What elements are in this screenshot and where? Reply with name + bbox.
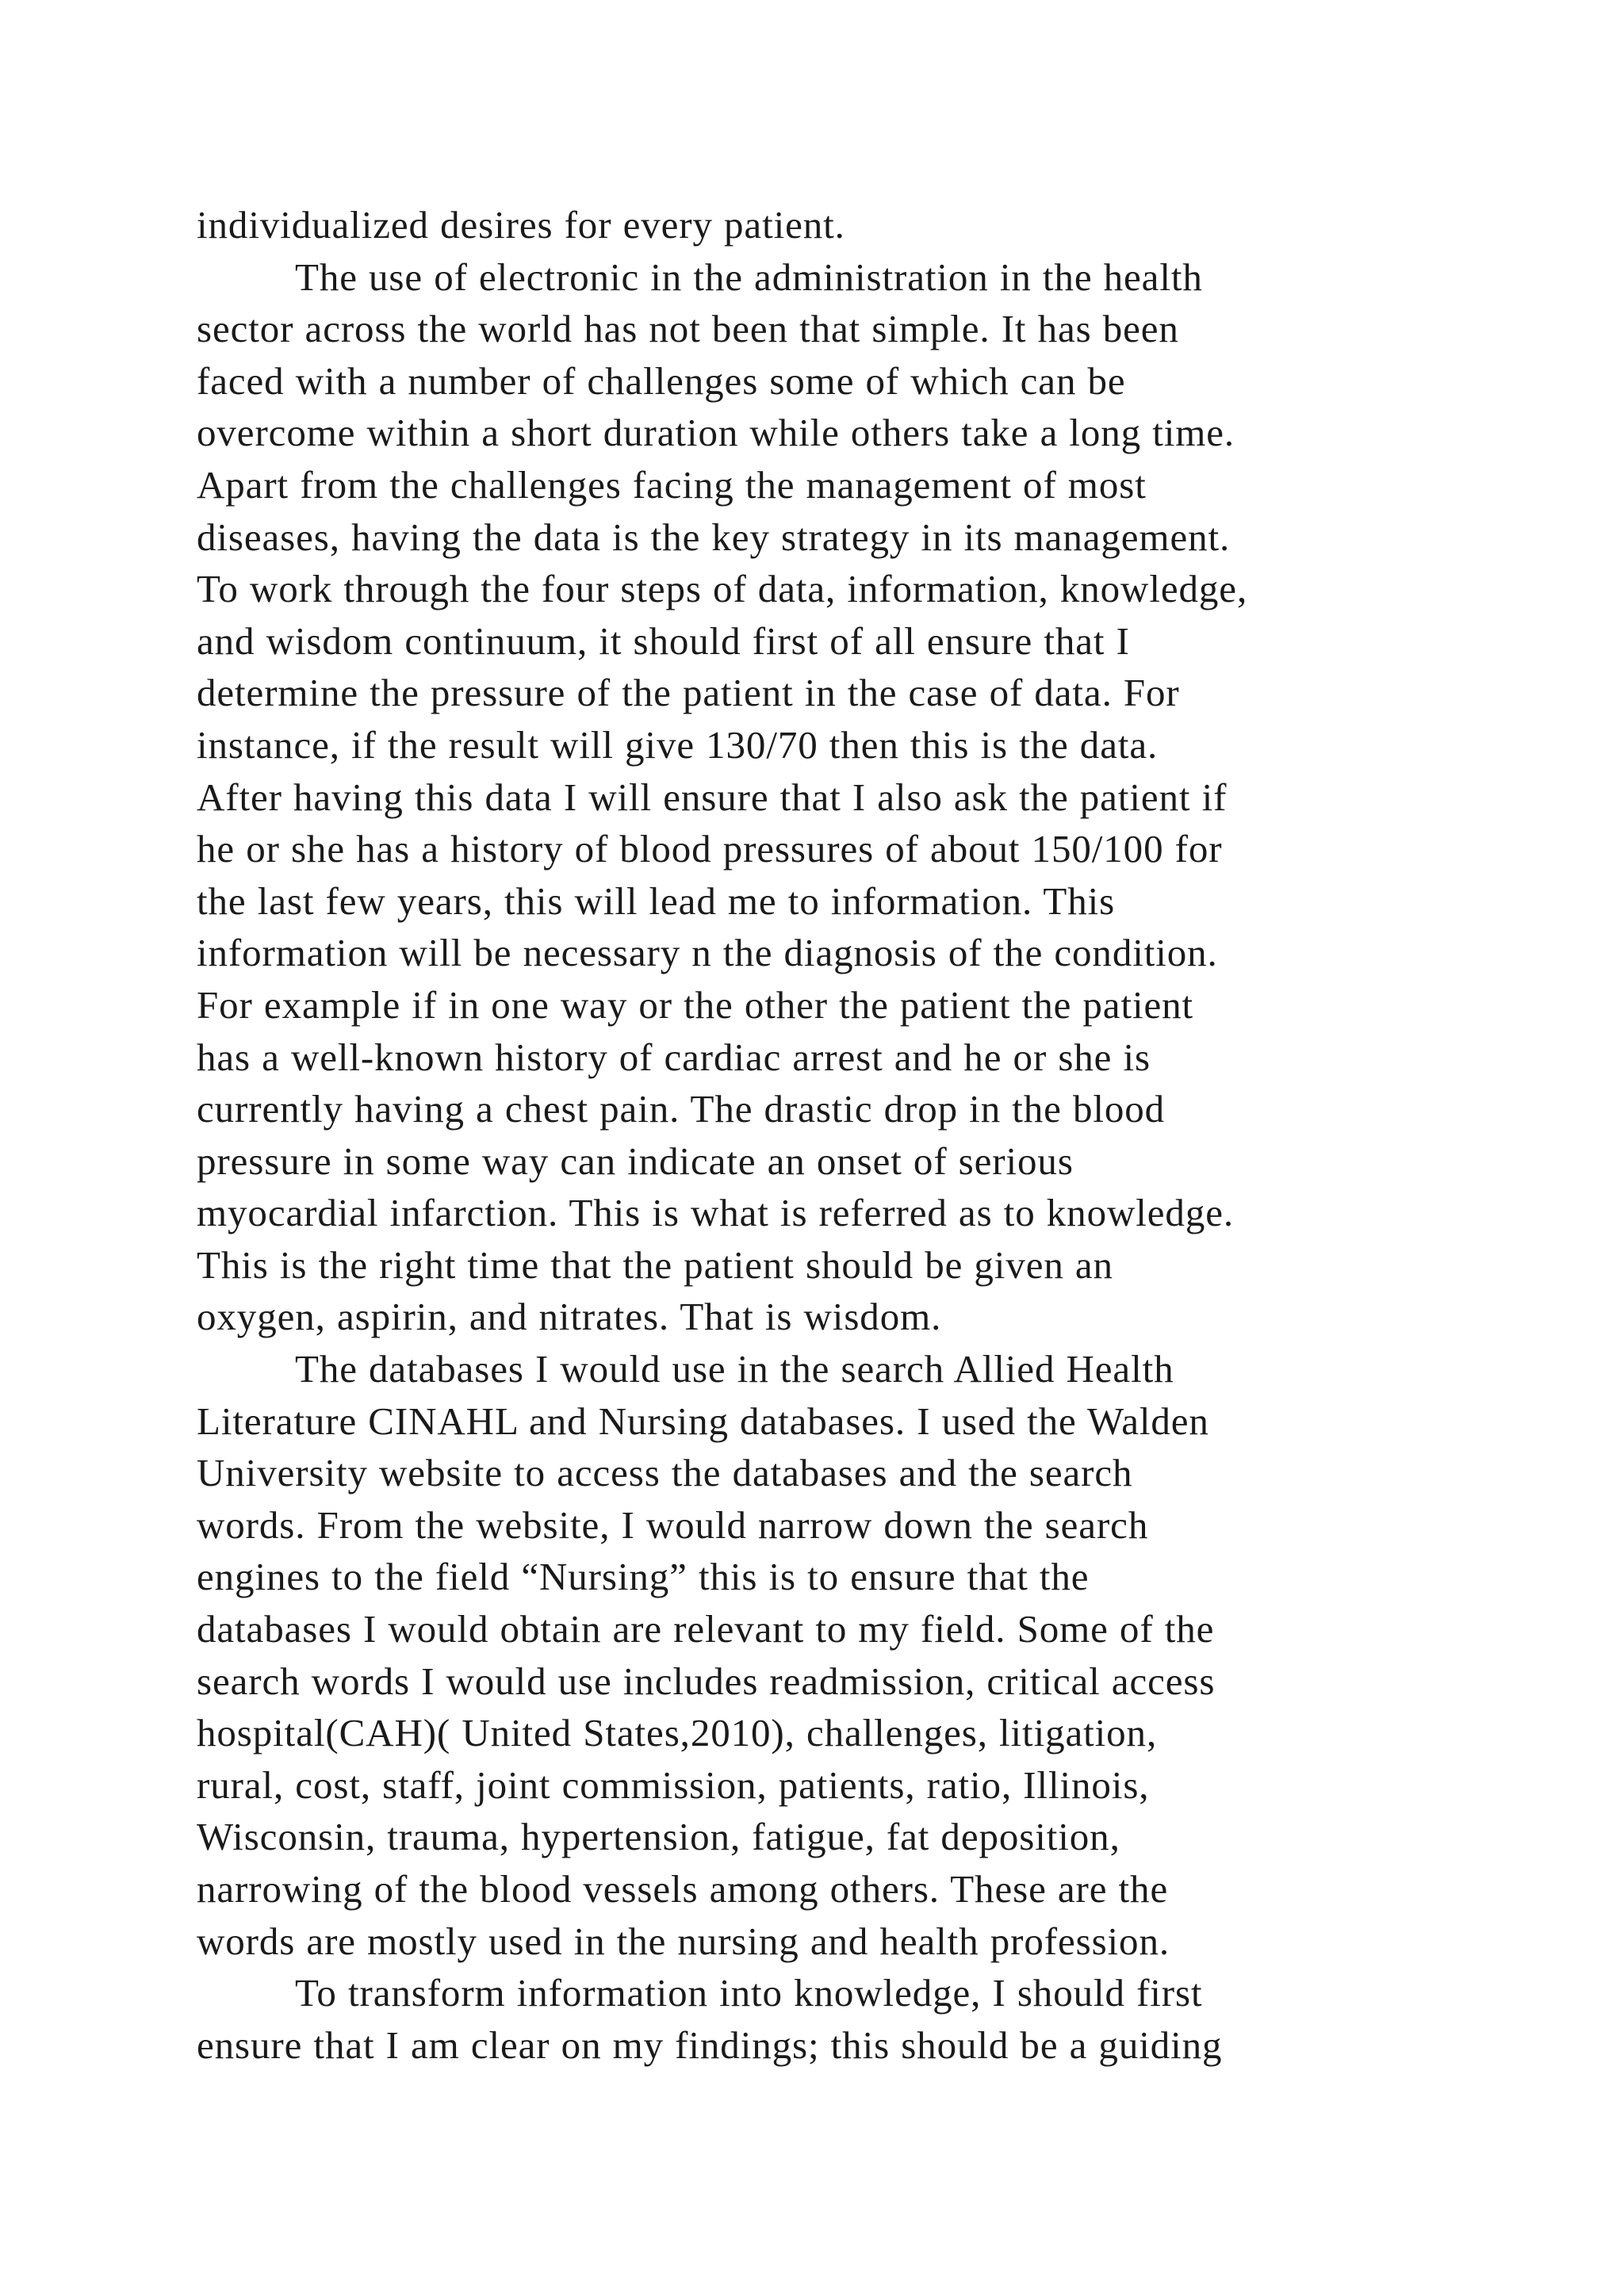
text-line: currently having a chest pain. The drastic drop in the blood: [197, 1087, 1166, 1131]
text-line: ensure that I am clear on my findings; this should be a guiding: [197, 2022, 1223, 2067]
text-line: sector across the world has not been that simple. It has been: [197, 307, 1179, 351]
text-line: information will be necessary n the diagnosis of the condition.: [197, 931, 1218, 975]
text-line: hospital(CAH)( United States,2010), challenges, litigation,: [197, 1711, 1158, 1755]
text-line: overcome within a short duration while others take a long time.: [197, 411, 1235, 455]
text-line: rural, cost, staff, joint commission, patients, ratio, Illinois,: [197, 1762, 1150, 1807]
text-line: This is the right time that the patient should be given an: [197, 1242, 1113, 1287]
text-line: oxygen, aspirin, and nitrates. That is wisdom.: [197, 1295, 942, 1339]
text-line: faced with a number of challenges some of which can be: [197, 358, 1126, 403]
text-line: search words I would use includes readmission, critical access: [197, 1659, 1216, 1703]
text-line: the last few years, this will lead me to information. This: [197, 878, 1116, 923]
text-line: words are mostly used in the nursing and health profession.: [197, 1919, 1170, 1963]
text-line: To work through the four steps of data, information, knowledge,: [197, 567, 1248, 611]
body-text: [197, 199, 1465, 2071]
text-line: For example if in one way or the other the patient the patient: [197, 982, 1194, 1027]
text-line: he or she has a history of blood pressures of about 150/100 for: [197, 827, 1223, 871]
text-line: engines to the field “Nursing” this is to ensure that the: [197, 1555, 1090, 1599]
text-line: determine the pressure of the patient in the case of data. For: [197, 671, 1180, 715]
paragraph-start-line: The use of electronic in the administration in the health: [295, 254, 1203, 299]
text-line: has a well-known history of cardiac arrest and he or she is: [197, 1035, 1151, 1079]
paragraph-start-line: To transform information into knowledge, I should first: [295, 1971, 1203, 2015]
text-line: After having this data I will ensure that I also ask the patient if: [197, 775, 1228, 819]
text-line: individualized desires for every patient.: [197, 203, 845, 247]
text-line: instance, if the result will give 130/70 then this is the data.: [197, 722, 1159, 767]
text-line: Apart from the challenges facing the management of most: [197, 462, 1147, 507]
text-line: pressure in some way can indicate an onset of serious: [197, 1138, 1074, 1183]
text-line: narrowing of the blood vessels among others. These are the: [197, 1867, 1169, 1911]
text-line: Literature CINAHL and Nursing databases. I used the Walden: [197, 1399, 1209, 1443]
text-line: Wisconsin, trauma, hypertension, fatigue, fat deposition,: [197, 1815, 1120, 1859]
text-line: myocardial infarction. This is what is referred as to knowledge.: [197, 1191, 1235, 1235]
text-line: and wisdom continuum, it should first of all ensure that I: [197, 618, 1130, 663]
text-line: databases I would obtain are relevant to my field. Some of the: [197, 1607, 1215, 1651]
text-line: words. From the website, I would narrow down the search: [197, 1502, 1149, 1547]
text-line: University website to access the databases and the search: [197, 1451, 1133, 1495]
text-line: diseases, having the data is the key strategy in its management.: [197, 515, 1231, 559]
paragraph-start-line: The databases I would use in the search Allied Health: [295, 1347, 1174, 1391]
